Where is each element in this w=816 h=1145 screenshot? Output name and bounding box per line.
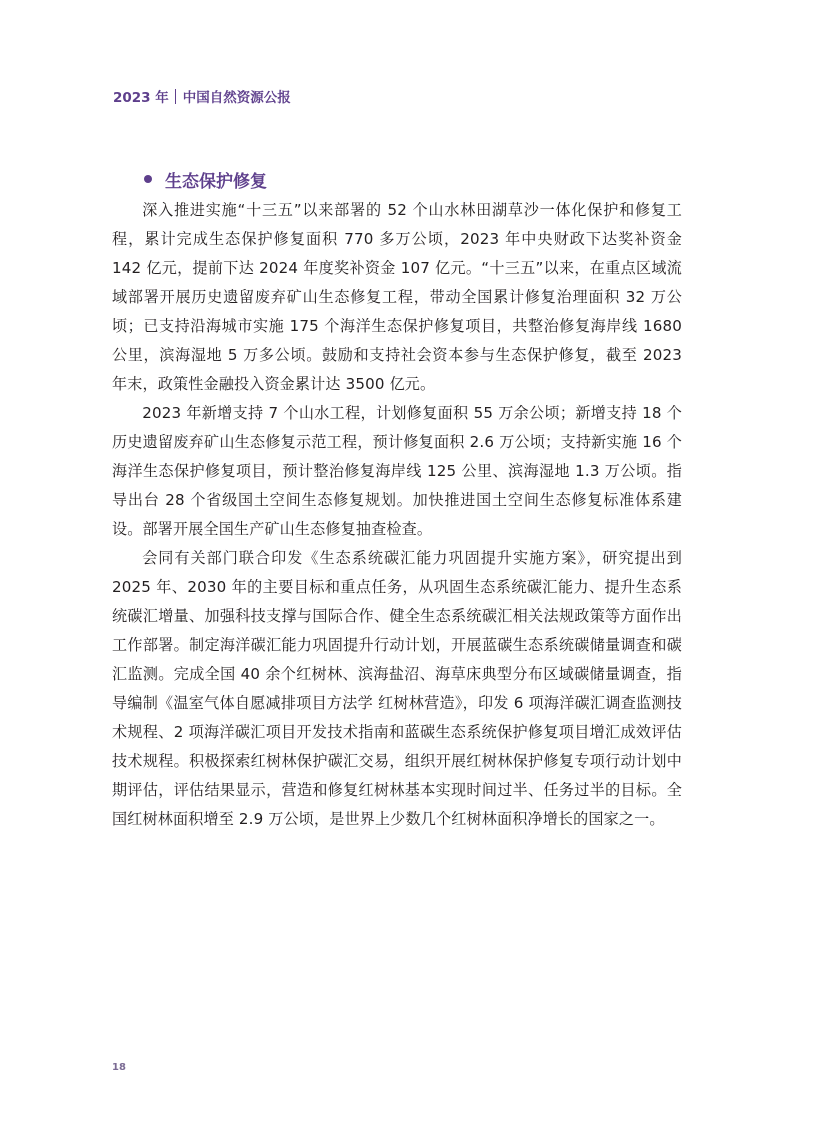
paragraph-2: 2023 年新增支持 7 个山水工程，计划修复面积 55 万余公顷；新增支持 18 个历史遗留废弃矿山生态修复示范工程，预计修复面积 2.6 万公顷；支持新实施 16 个海洋生态保护修复项目，预计整治修复海岸线 125 公里、滨海湿地 1.3 万公顷。指导出台 28 个省级国土空间生态修复规划。加快推进国土空间生态修复标准体系建设。部署开展全国生产矿山生态修复抽查检查。 [112,404,682,538]
paragraph-1: 深入推进实施“十三五”以来部署的 52 个山水林田湖草沙一体化保护和修复工程，累计完成生态保护修复面积 770 多万公顷，2023 年中央财政下达奖补资金 142 亿元，提前下达 2024 年度奖补资金 107 亿元。“十三五”以来，在重点区域流域部署开展历史遗留废弃矿山生态修复工程，带动全国累计修复治理面积 32 万公顷；已支持沿海城市实施 175 个海洋生态保护修复项目，共整治修复海岸线 1680 公里，滨海湿地 5 万多公顷。鼓励和支持社会资本参与生态保护修复，截至 2023 年末，政策性金融投入资金累计达 3500 亿元。 [112,201,682,393]
header-divider [175,89,176,104]
circle-bullet-icon [144,175,152,183]
report-year: 2023 年 [113,90,169,106]
page-number: 18 [112,1062,126,1073]
section-title: 生态保护修复 [165,171,267,192]
report-title: 中国自然资源公报 [182,90,291,106]
paragraph-3: 会同有关部门联合印发《生态系统碳汇能力巩固提升实施方案》，研究提出到 2025 年、2030 年的主要目标和重点任务，从巩固生态系统碳汇能力、提升生态系统碳汇增量、加强科技支撑与国际合作、健全生态系统碳汇相关法规政策等方面作出工作部署。制定海洋碳汇能力巩固提升行动计划，开展蓝碳生态系统碳储量调查和碳汇监测。完成全国 40 余个红树林、滨海盐沼、海草床典型分布区域碳储量调查，指导编制《温室气体自愿减排项目方法学 红树林营造》，印发 6 项海洋碳汇调查监测技术规程、2 项海洋碳汇项目开发技术指南和蓝碳生态系统保护修复项目增汇成效评估技术规程。积极探索红树林保护碳汇交易，组织开展红树林保护修复专项行动计划中期评估，评估结果显示，营造和修复红树林基本实现时间过半、任务过半的目标。全国红树林面积增至 2.9 万公顷，是世界上少数几个红树林面积净增长的国家之一。 [112,549,682,828]
section-heading [144,167,267,191]
section-body [112,196,682,834]
running-header [113,86,291,106]
